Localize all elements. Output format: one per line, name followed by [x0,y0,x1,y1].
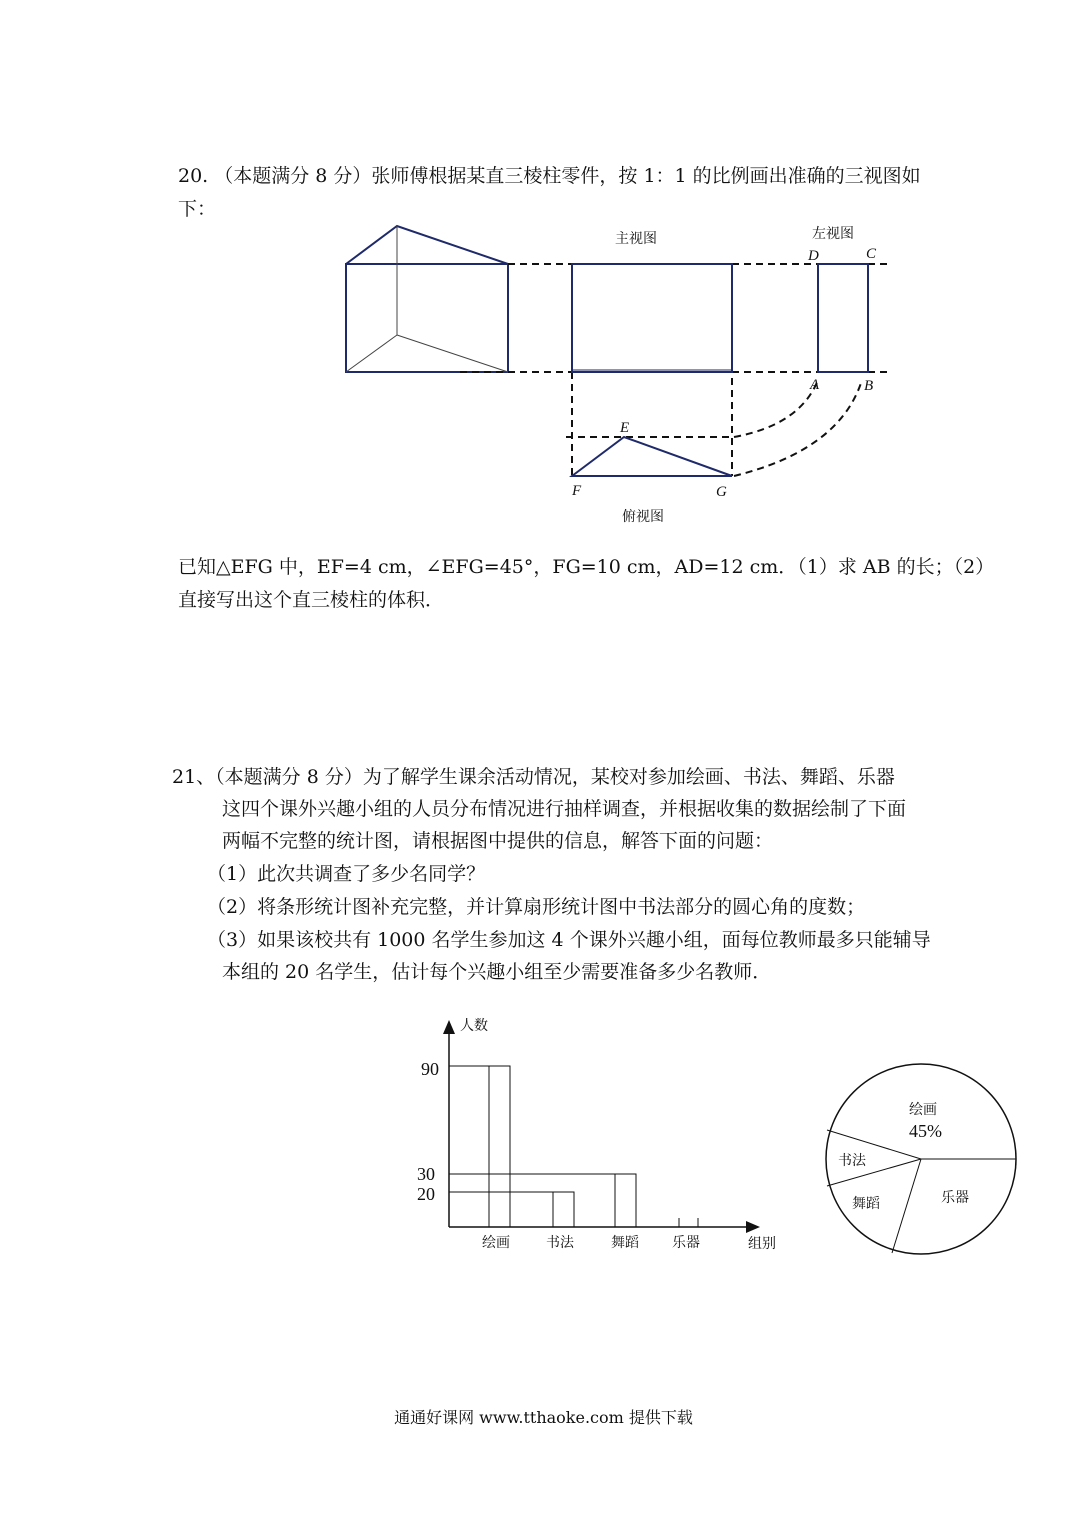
point-b: B [864,378,874,394]
pie-label-huihua: 绘画 [909,1102,937,1118]
point-c: C [866,246,877,262]
q21-line-1: 21、（本题满分 8 分）为了解学生课余活动情况，某校对参加绘画、书法、舞蹈、乐器 [172,766,895,788]
pie-label-wudao: 舞蹈 [852,1196,880,1212]
pie-chart [826,1064,1016,1254]
top-view-triangle [572,437,732,476]
prism-drawing [346,226,508,372]
xcat-yueqi: 乐器 [672,1235,700,1251]
page-footer: 通通好课网 www.tthaoke.com 提供下载 [394,1408,693,1427]
point-g: G [716,484,727,500]
xcat-wudao: 舞蹈 [611,1235,639,1251]
front-view-rect [572,264,732,372]
pie-label-yueqi: 乐器 [941,1190,969,1206]
point-d: D [808,248,819,264]
pie-percent-huihua: 45% [909,1121,942,1141]
bar-wudao [615,1174,636,1227]
front-view-label: 主视图 [615,231,657,247]
point-f: F [572,483,582,499]
q21-line-3: 两幅不完整的统计图，请根据图中提供的信息，解答下面的问题： [222,830,774,852]
bar-chart-ylabel: 人数 [460,1018,488,1034]
pie-label-shufa: 书法 [838,1153,866,1169]
bar-chart-xlabel: 组别 [748,1236,776,1252]
point-a: A [810,377,820,393]
q20-line-4: 直接写出这个直三棱柱的体积． [178,589,445,611]
left-view-rect [818,264,868,372]
q21-item-3a: （3）如果该校共有 1000 名学生参加这 4 个课外兴趣小组，面每位教师最多只能辅导 [207,929,931,951]
point-e: E [620,420,630,436]
ytick-30: 30 [417,1164,435,1184]
bar-huihua [489,1066,510,1227]
q21-item-1: （1）此次共调查了多少名同学？ [207,863,486,885]
q21-item-3b: 本组的 20 名学生，估计每个兴趣小组至少需要准备多少名教师． [222,961,772,983]
q21-item-2: （2）将条形统计图补充完整，并计算扇形统计图中书法部分的圆心角的度数； [207,896,866,918]
xcat-huihua: 绘画 [482,1235,510,1251]
ytick-20: 20 [417,1184,435,1204]
xcat-shufa: 书法 [546,1235,574,1251]
bar-shufa [553,1192,574,1227]
bar-chart [417,1017,776,1252]
left-view-label: 左视图 [812,226,854,242]
q21-line-2: 这四个课外兴趣小组的人员分布情况进行抽样调查，并根据收集的数据绘制了下面 [222,798,907,820]
q20-line-1: 20. （本题满分 8 分）张师傅根据某直三棱柱零件，按 1：1 的比例画出准确的三视图如 [178,165,921,187]
top-view-label: 俯视图 [622,509,664,525]
q20-line-2: 下： [178,198,217,220]
ytick-90: 90 [421,1059,439,1079]
q20-line-3: 已知△EFG 中，EF=4 cm，∠EFG=45°，FG=10 cm，AD=12 cm．（1）求 AB 的长；（2） [178,556,995,578]
